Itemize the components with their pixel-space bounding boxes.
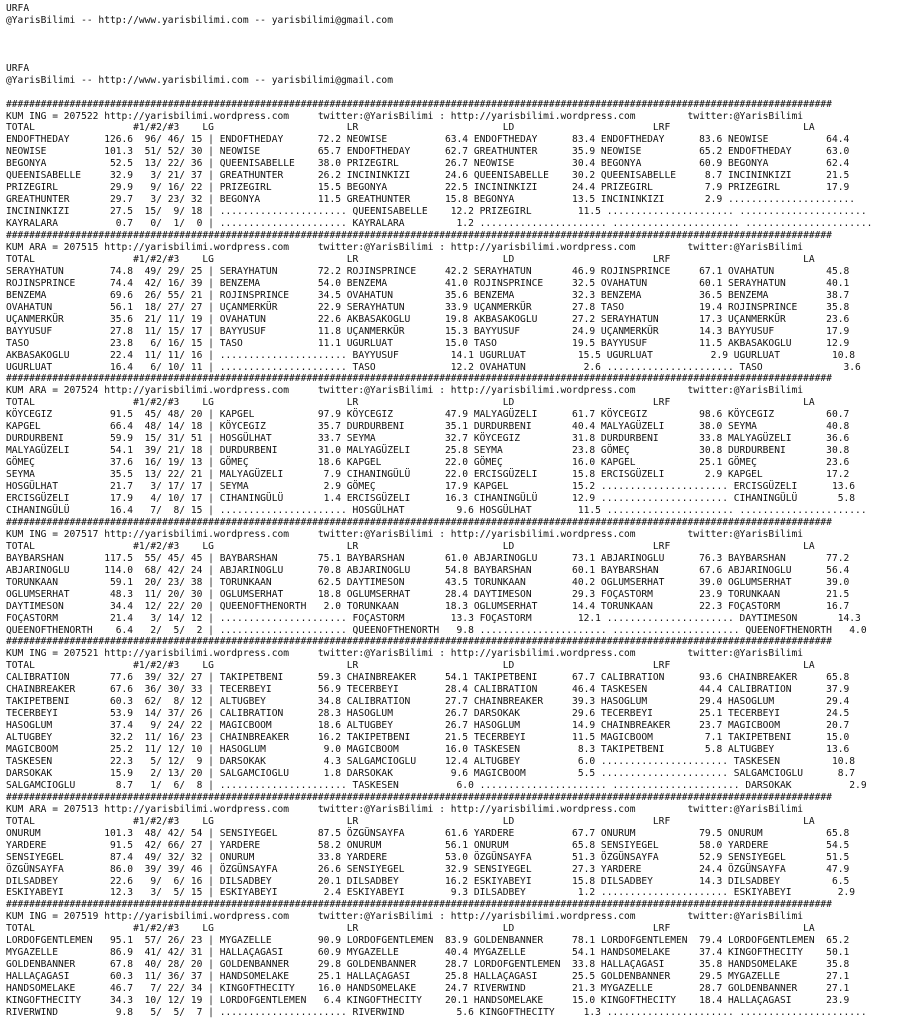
- table-row: ÖZGÜNSAYFA 86.0 39/ 39/ 46 | ÖZGÜNSAYFA 26.6 SENSIYEGEL 32.9 SENSIYEGEL 27.3 YARDERE 24.4 ÖZGÜNSAYFA 47.9: [6, 863, 850, 875]
- table-row: CIHANINGÜLÜ 16.4 7/ 8/ 15 | ...................... HOSGÜLHAT 9.6 HOSGÜLHAT 11.5 ...................... ......................: [6, 504, 867, 516]
- table-row: KAYRALARA 0.7 0/ 1/ 0 | ...................... KAYRALARA 1.2 ...................... ...................... ......................: [6, 218, 873, 230]
- table-row: ONURUM 101.3 48/ 42/ 54 | SENSIYEGEL 87.5 ÖZGÜNSAYFA 61.6 YARDERE 67.7 ONURUM 79.5 ONURUM 65.8: [6, 827, 850, 839]
- table-row: TASKESEN 22.3 5/ 12/ 9 | DARSOKAK 4.3 SALGAMCIOGLU 12.4 ALTUGBEY 6.0 ...................... TASKESEN 10.8: [6, 755, 856, 767]
- column-headers: TOTAL #1/#2/#3 LG LR LD LRF LA: [6, 923, 815, 935]
- spacer: [6, 27, 915, 39]
- table-row: BAYYUSUF 27.8 11/ 15/ 17 | BAYYUSUF 11.8 UÇANMERKÜR 15.3 BAYYUSUF 24.9 UÇANMERKÜR 14.3 BAYYUSUF 17.9: [6, 325, 850, 337]
- separator-line: ###############################################################################################################################################: [6, 373, 832, 385]
- table-row: ESKIYABEYI 12.3 3/ 5/ 15 | ESKIYABEYI 2.4 ESKIYABEYI 9.3 DILSADBEY 1.2 ...................... ESKIYABEYI 2.9: [6, 887, 856, 899]
- race-header: KUM ING = 207521 http://yarisbilimi.wordpress.com twitter:@YarisBilimi : http://yarisbilimi.wordpress.com twitter:@YarisBilimi: [6, 648, 804, 660]
- table-row: MALYAGÜZELI 54.1 39/ 21/ 18 | DURDURBENI 31.0 MALYAGÜZELI 25.8 SEYMA 23.8 GÖMEÇ 30.8 DURDURBENI 30.8: [6, 445, 850, 457]
- table-row: KÖYCEGIZ 91.5 45/ 48/ 20 | KAPGEL 97.9 KÖYCEGIZ 47.9 MALYAGÜZELI 61.7 KÖYCEGIZ 98.6 KÖYCEGIZ 60.7: [6, 409, 850, 421]
- table-row: GÖMEÇ 37.6 16/ 19/ 13 | GÖMEÇ 18.6 KAPGEL 22.0 GÖMEÇ 16.0 KAPGEL 25.1 GÖMEÇ 23.6: [6, 457, 850, 469]
- column-headers: TOTAL #1/#2/#3 LG LR LD LRF LA: [6, 540, 815, 552]
- table-row: ROJINSPRINCE 74.4 42/ 16/ 39 | BENZEMA 54.0 BENZEMA 41.0 ROJINSPRINCE 32.5 OVAHATUN 60.1 SERAYHATUN 40.1: [6, 277, 850, 289]
- separator-line: ###############################################################################################################################################: [6, 636, 832, 648]
- table-row: PRIZEGIRL 29.9 9/ 16/ 22 | PRIZEGIRL 15.5 BEGONYA 22.5 INCININKIZI 24.4 PRIZEGIRL 7.9 PRIZEGIRL 17.9: [6, 182, 850, 194]
- table-row: TECERBEYI 53.9 14/ 37/ 26 | CALIBRATION 28.3 HASOGLUM 26.7 DARSOKAK 29.6 TECERBEYI 25.1 TECERBEYI 24.5: [6, 708, 850, 720]
- table-row: DILSADBEY 22.6 9/ 6/ 16 | DILSADBEY 20.1 DILSADBEY 16.2 ESKIYABEYI 15.8 DILSADBEY 14.3 DILSADBEY 6.5: [6, 875, 850, 887]
- table-row: TASO 23.8 6/ 16/ 15 | TASO 11.1 UGURLUAT 15.0 TASO 19.5 BAYYUSUF 11.5 AKBASAKOGLU 12.9: [6, 337, 850, 349]
- race-header: KUM ING = 207517 http://yarisbilimi.wordpress.com twitter:@YarisBilimi : http://yarisbilimi.wordpress.com twitter:@YarisBilimi: [6, 528, 804, 540]
- column-headers: TOTAL #1/#2/#3 LG LR LD LRF LA: [6, 253, 815, 265]
- table-row: SERAYHATUN 74.8 49/ 29/ 25 | SERAYHATUN 72.2 ROJINSPRINCE 42.2 SERAYHATUN 46.9 ROJINSPRINCE 67.1 OVAHATUN 45.8: [6, 265, 850, 277]
- column-headers: TOTAL #1/#2/#3 LG LR LD LRF LA: [6, 122, 815, 134]
- table-row: ERCISGÜZELI 17.9 4/ 10/ 17 | CIHANINGÜLÜ 1.4 ERCISGÜZELI 16.3 CIHANINGÜLÜ 12.9 ...................... CIHANINGÜLÜ 5.8: [6, 493, 856, 505]
- column-headers: TOTAL #1/#2/#3 LG LR LD LRF LA: [6, 397, 815, 409]
- table-row: BEGONYA 52.5 13/ 22/ 36 | QUEENISABELLE 38.0 PRIZEGIRL 26.7 NEOWISE 30.4 BEGONYA 60.9 BEGONYA 62.4: [6, 158, 850, 170]
- table-row: GOLDENBANNER 67.8 40/ 28/ 20 | GOLDENBANNER 29.8 GOLDENBANNER 28.7 LORDOFGENTLEMEN 33.8 HALLAÇAGASI 35.8 HANDSOMELAKE 35.8: [6, 959, 850, 971]
- doc-title: URFA: [6, 3, 30, 14]
- table-row: SALGAMCIOGLU 8.7 1/ 6/ 8 | ...................... TASKESEN 6.0 ...................... ...................... DARSOKAK 2.9: [6, 779, 867, 791]
- table-row: ENDOFTHEDAY 126.6 96/ 46/ 15 | ENDOFTHEDAY 72.2 NEOWISE 63.4 ENDOFTHEDAY 83.4 ENDOFTHEDAY 83.6 NEOWISE 64.4: [6, 134, 850, 146]
- table-row: AKBASAKOGLU 22.4 11/ 11/ 16 | ...................... BAYYUSUF 14.1 UGURLUAT 15.5 UGURLUAT 2.9 UGURLUAT 10.8: [6, 349, 856, 361]
- race-header: KUM ARA = 207515 http://yarisbilimi.wordpress.com twitter:@YarisBilimi : http://yarisbilimi.wordpress.com twitter:@YarisBilimi: [6, 242, 804, 253]
- spacer: [6, 87, 915, 99]
- table-row: TAKIPETBENI 60.3 62/ 8/ 12 | ALTUGBEY 34.8 CALIBRATION 27.7 CHAINBREAKER 39.3 HASOGLUM 29.4 HASOGLUM 29.4: [6, 696, 850, 708]
- table-row: LORDOFGENTLEMEN 95.1 57/ 26/ 23 | MYGAZELLE 90.9 LORDOFGENTLEMEN 83.9 GOLDENBANNER 78.1 LORDOFGENTLEMEN 79.4 LORDOFGENTLEMEN 65.2: [6, 935, 850, 947]
- table-row: NEOWISE 101.3 51/ 52/ 30 | NEOWISE 65.7 ENDOFTHEDAY 62.7 GREATHUNTER 35.9 NEOWISE 65.2 ENDOFTHEDAY 63.0: [6, 146, 850, 158]
- separator-line: ###############################################################################################################################################: [6, 791, 832, 803]
- separator-line: ###############################################################################################################################################: [6, 230, 832, 242]
- table-row: GREATHUNTER 29.7 3/ 23/ 32 | BEGONYA 11.5 GREATHUNTER 15.8 BEGONYA 13.5 INCININKIZI 2.9 ......................: [6, 194, 856, 206]
- table-row: QUEENOFTHENORTH 6.4 2/ 5/ 2 | ...................... QUEENOFTHENORTH 9.8 ...................... ...................... QUEENOFTHENORTH 4.0: [6, 624, 867, 636]
- table-row: BENZEMA 69.6 26/ 55/ 21 | ROJINSPRINCE 34.5 OVAHATUN 35.6 BENZEMA 32.3 BENZEMA 36.5 BENZEMA 38.7: [6, 289, 850, 301]
- table-row: UÇANMERKÜR 35.6 21/ 11/ 19 | OVAHATUN 22.6 AKBASAKOGLU 19.8 AKBASAKOGLU 27.2 SERAYHATUN 17.3 UÇANMERKÜR 23.6: [6, 313, 850, 325]
- column-headers: TOTAL #1/#2/#3 LG LR LD LRF LA: [6, 660, 815, 672]
- table-row: KAPGEL 66.4 48/ 14/ 18 | KÖYCEGIZ 35.7 DURDURBENI 35.1 DURDURBENI 40.4 MALYAGÜZELI 38.0 SEYMA 40.8: [6, 421, 850, 433]
- spacer: [6, 51, 915, 63]
- table-row: SENSIYEGEL 87.4 49/ 32/ 32 | ONURUM 33.8 YARDERE 53.0 ÖZGÜNSAYFA 51.3 ÖZGÜNSAYFA 52.9 SENSIYEGEL 51.5: [6, 851, 850, 863]
- race-header: KUM ARA = 207513 http://yarisbilimi.wordpress.com twitter:@YarisBilimi : http://yarisbilimi.wordpress.com twitter:@YarisBilimi: [6, 803, 804, 815]
- race-header: KUM ING = 207519 http://yarisbilimi.wordpress.com twitter:@YarisBilimi : http://yarisbilimi.wordpress.com twitter:@YarisBilimi: [6, 911, 804, 923]
- table-row: QUEENISABELLE 32.9 3/ 21/ 37 | GREATHUNTER 26.2 INCININKIZI 24.6 QUEENISABELLE 30.2 QUEENISABELLE 8.7 INCININKIZI 21.5: [6, 170, 850, 182]
- table-row: FOÇASTORM 21.4 3/ 14/ 12 | ...................... FOÇASTORM 13.3 FOÇASTORM 12.1 ...................... DAYTIMESON 14.3: [6, 612, 861, 624]
- race-header: KUM ARA = 207524 http://yarisbilimi.wordpress.com twitter:@YarisBilimi : http://yarisbilimi.wordpress.com twitter:@YarisBilimi: [6, 385, 804, 397]
- table-row: HASOGLUM 37.4 9/ 24/ 22 | MAGICBOOM 18.6 ALTUGBEY 26.7 HASOGLUM 14.9 CHAINBREAKER 23.7 MAGICBOOM 20.7: [6, 720, 850, 732]
- table-row: MAGICBOOM 25.2 11/ 12/ 10 | HASOGLUM 9.0 MAGICBOOM 16.0 TASKESEN 8.3 TAKIPETBENI 5.8 ALTUGBEY 13.6: [6, 744, 850, 756]
- spacer: [6, 39, 915, 51]
- race-sections: [6, 99, 915, 1019]
- table-row: CALIBRATION 77.6 39/ 32/ 27 | TAKIPETBENI 59.3 CHAINBREAKER 54.1 TAKIPETBENI 67.7 CALIBRATION 93.6 CHAINBREAKER 65.8: [6, 672, 850, 684]
- separator-line: ###############################################################################################################################################: [6, 516, 832, 528]
- table-row: HANDSOMELAKE 46.7 7/ 22/ 34 | KINGOFTHECITY 16.0 HANDSOMELAKE 24.7 RIVERWIND 21.3 MYGAZELLE 28.7 GOLDENBANNER 27.1: [6, 983, 850, 995]
- table-row: DAYTIMESON 34.4 12/ 22/ 20 | QUEENOFTHENORTH 2.0 TORUNKAAN 18.3 OGLUMSERHAT 14.4 TORUNKAAN 22.3 FOÇASTORM 16.7: [6, 600, 850, 612]
- contact-line: @YarisBilimi -- http://www.yarisbilimi.com -- yarisbilimi@gmail.com: [6, 14, 393, 26]
- table-row: ABJARINOGLU 114.0 68/ 42/ 24 | ABJARINOGLU 70.8 ABJARINOGLU 54.8 BAYBARSHAN 60.1 BAYBARSHAN 67.6 ABJARINOGLU 56.4: [6, 564, 850, 576]
- table-row: BAYBARSHAN 117.5 55/ 45/ 45 | BAYBARSHAN 75.1 BAYBARSHAN 61.0 ABJARINOGLU 73.1 ABJARINOGLU 76.3 BAYBARSHAN 77.2: [6, 552, 850, 564]
- table-row: MYGAZELLE 86.9 41/ 42/ 31 | HALLAÇAGASI 60.9 MYGAZELLE 40.4 MYGAZELLE 54.1 HANDSOMELAKE 37.4 KINGOFTHECITY 50.1: [6, 947, 850, 959]
- race-header: KUM ING = 207522 http://yarisbilimi.wordpress.com twitter:@YarisBilimi : http://yarisbilimi.wordpress.com twitter:@YarisBilimi: [6, 110, 804, 122]
- separator-line: ###############################################################################################################################################: [6, 899, 832, 911]
- table-row: CHAINBREAKER 67.6 36/ 30/ 33 | TECERBEYI 56.9 TECERBEYI 28.4 CALIBRATION 46.4 TASKESEN 44.4 CALIBRATION 37.9: [6, 684, 850, 696]
- table-row: HOSGÜLHAT 21.7 3/ 17/ 17 | SEYMA 2.9 GÖMEÇ 17.9 KAPGEL 15.2 ...................... ERCISGÜZELI 13.6: [6, 481, 856, 493]
- table-row: UGURLUAT 16.4 6/ 10/ 11 | ...................... TASO 12.2 OVAHATUN 2.6 ...................... TASO 3.6: [6, 361, 861, 373]
- table-row: DURDURBENI 59.9 15/ 31/ 51 | HOSGÜLHAT 33.7 SEYMA 32.7 KÖYCEGIZ 31.8 DURDURBENI 33.8 MALYAGÜZELI 36.6: [6, 433, 850, 445]
- table-row: OGLUMSERHAT 48.3 11/ 20/ 30 | OGLUMSERHAT 18.8 OGLUMSERHAT 28.4 DAYTIMESON 29.3 FOÇASTORM 23.9 TORUNKAAN 21.5: [6, 588, 850, 600]
- contact-line-repeat: @YarisBilimi -- http://www.yarisbilimi.com -- yarisbilimi@gmail.com: [6, 74, 393, 86]
- table-row: KINGOFTHECITY 34.3 10/ 12/ 19 | LORDOFGENTLEMEN 6.4 KINGOFTHECITY 20.1 HANDSOMELAKE 15.0 KINGOFTHECITY 18.4 HALLAÇAGASI 23.9: [6, 995, 850, 1007]
- table-row: RIVERWIND 9.8 5/ 5/ 7 | ...................... RIVERWIND 5.6 KINGOFTHECITY 1.3 ...................... ......................: [6, 1007, 867, 1018]
- table-row: DARSOKAK 15.9 2/ 13/ 20 | SALGAMCIOGLU 1.8 DARSOKAK 9.6 MAGICBOOM 5.5 ...................... SALGAMCIOGLU 8.7: [6, 767, 856, 779]
- table-row: HALLAÇAGASI 60.3 11/ 36/ 37 | HANDSOMELAKE 25.1 HALLAÇAGASI 25.8 HALLAÇAGASI 25.5 GOLDENBANNER 29.5 MYGAZELLE 27.1: [6, 971, 850, 983]
- table-row: SEYMA 35.5 13/ 22/ 21 | MALYAGÜZELI 7.9 CIHANINGÜLÜ 22.0 ERCISGÜZELI 15.8 ERCISGÜZELI 2.9 KAPGEL 17.2: [6, 469, 850, 481]
- table-row: YARDERE 91.5 42/ 66/ 27 | YARDERE 58.2 ONURUM 56.1 ONURUM 65.8 SENSIYEGEL 58.0 YARDERE 54.5: [6, 839, 850, 851]
- doc-title-repeat: URFA: [6, 62, 30, 74]
- table-row: OVAHATUN 56.1 18/ 27/ 27 | UÇANMERKÜR 22.9 SERAYHATUN 33.9 UÇANMERKÜR 27.8 TASO 19.4 ROJINSPRINCE 35.8: [6, 301, 850, 313]
- table-row: ALTUGBEY 32.2 11/ 16/ 23 | CHAINBREAKER 16.2 TAKIPETBENI 21.5 TECERBEYI 11.5 MAGICBOOM 7.1 TAKIPETBENI 15.0: [6, 732, 850, 744]
- table-row: TORUNKAAN 59.1 20/ 23/ 38 | TORUNKAAN 62.5 DAYTIMESON 43.5 TORUNKAAN 40.2 OGLUMSERHAT 39.0 OGLUMSERHAT 39.0: [6, 576, 850, 588]
- table-row: INCININKIZI 27.5 15/ 9/ 18 | ...................... QUEENISABELLE 12.2 PRIZEGIRL 11.5 ...................... ......................: [6, 206, 867, 218]
- separator-line: ###############################################################################################################################################: [6, 98, 832, 110]
- column-headers: TOTAL #1/#2/#3 LG LR LD LRF LA: [6, 815, 815, 827]
